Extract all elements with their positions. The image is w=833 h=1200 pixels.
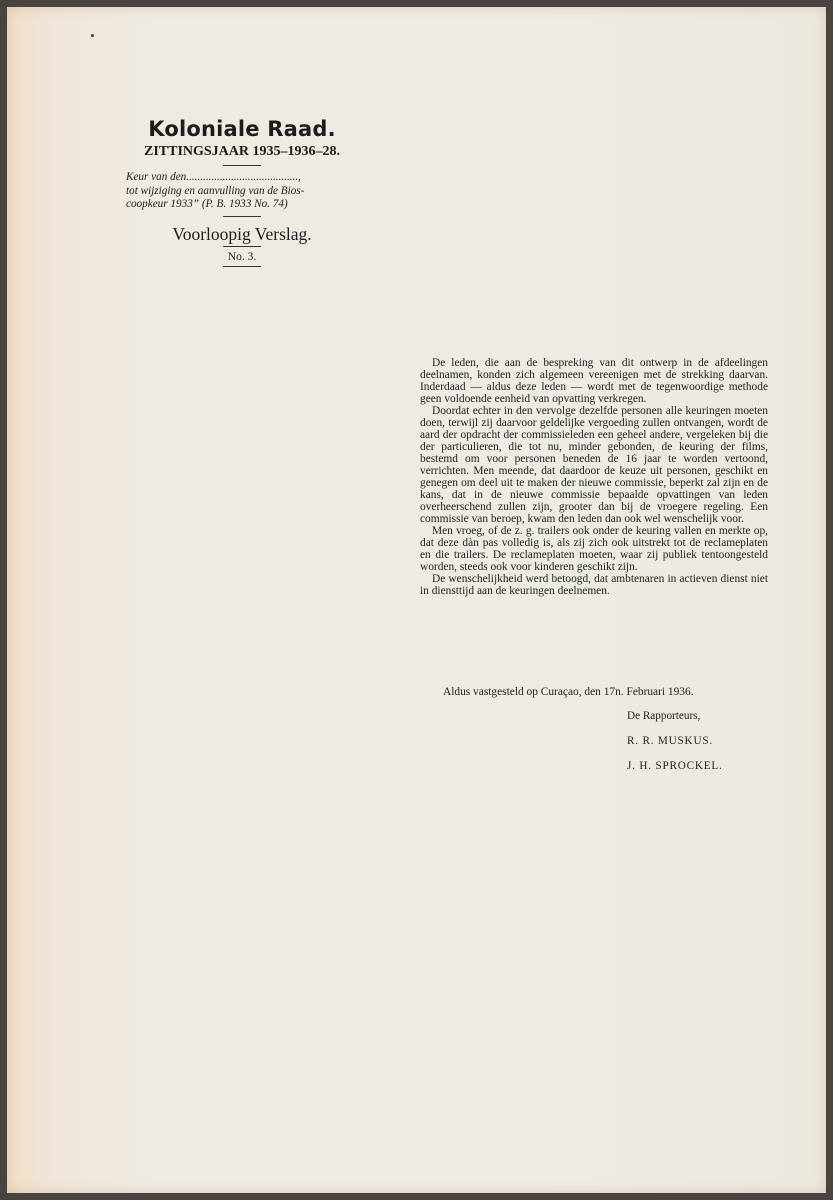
signatory-name: J. H. SPROCKEL. <box>627 760 723 772</box>
document-number: No. 3. <box>227 250 257 263</box>
paragraph: Doordat echter in den vervolge dezelfde personen alle keuringen moeten doen, terwijl zij daarvoor geldelijke vergoeding zullen ontvangen, wordt de aard der opdracht der commissieleden een geheel andere, vergeleken bij die der particulieren, die tot nu, minder gebonden, de keuring der films, bestemd om voor personen beneden de 16 jaar te worden vertoond, verrichten. Men meende, dat daardoor de keuze uit personen, geschikt en genegen om deel uit te maken der nieuwe commissie, beperkt zal zijn en de kans, dat in de nieuwe commissie bepaalde opvattingen van leden overheerschend zullen zijn, grooter dan bij de vroegere regeling. Een commissie van beroep, kwam den leden dan ook wel wenschelijk voor. <box>420 405 768 525</box>
signatory-title: De Rapporteurs, <box>627 710 701 722</box>
header-divider <box>223 165 261 166</box>
council-title: Koloniale Raad. <box>148 117 336 141</box>
closing-statement: Aldus vastgesteld op Curaçao, den 17n. Februari 1936. <box>443 686 694 698</box>
header-divider <box>223 246 261 247</box>
keur-description <box>122 171 362 212</box>
paper-speck <box>91 34 94 37</box>
document-page <box>7 7 826 1193</box>
session-year: ZITTINGSJAAR 1935–1936–28. <box>143 144 341 159</box>
paragraph: De leden, die aan de bespreking van dit ontwerp in de afdeelingen deelnamen, konden zich algemeen vereenigen met de strekking daarvan. Inderdaad — aldus deze leden — wordt met de tegenwoordige methode geen voldoende eenheid van opvatting verkregen. <box>420 357 768 405</box>
paragraph: Men vroeg, of de z. g. trailers ook onder de keuring vallen en merkte op, dat deze dàn pas volledig is, als zij zich ook uitstrekt tot de reclameplaten en die trailers. De reclameplaten moeten, waar zij publiek tentoongesteld worden, steeds ook voor kinderen geschikt zijn. <box>420 525 768 573</box>
header-divider <box>223 266 261 267</box>
report-title: Voorloopig Verslag. <box>172 223 312 244</box>
report-body <box>420 357 768 597</box>
header-divider <box>223 216 261 217</box>
keur-line-3: coopkeur 1933” (P. B. 1933 No. 74) <box>126 198 288 211</box>
keur-line-2: tot wijziging en aanvulling van de Bios- <box>126 184 305 197</box>
document-header <box>112 115 372 272</box>
keur-line-1: Keur van den........................................, <box>126 171 301 183</box>
signatory-name: R. R. MUSKUS. <box>627 735 713 747</box>
paragraph: De wenschelijkheid werd betoogd, dat ambtenaren in actieven dienst niet in diensttijd aan de keuringen deelnemen. <box>420 573 768 597</box>
